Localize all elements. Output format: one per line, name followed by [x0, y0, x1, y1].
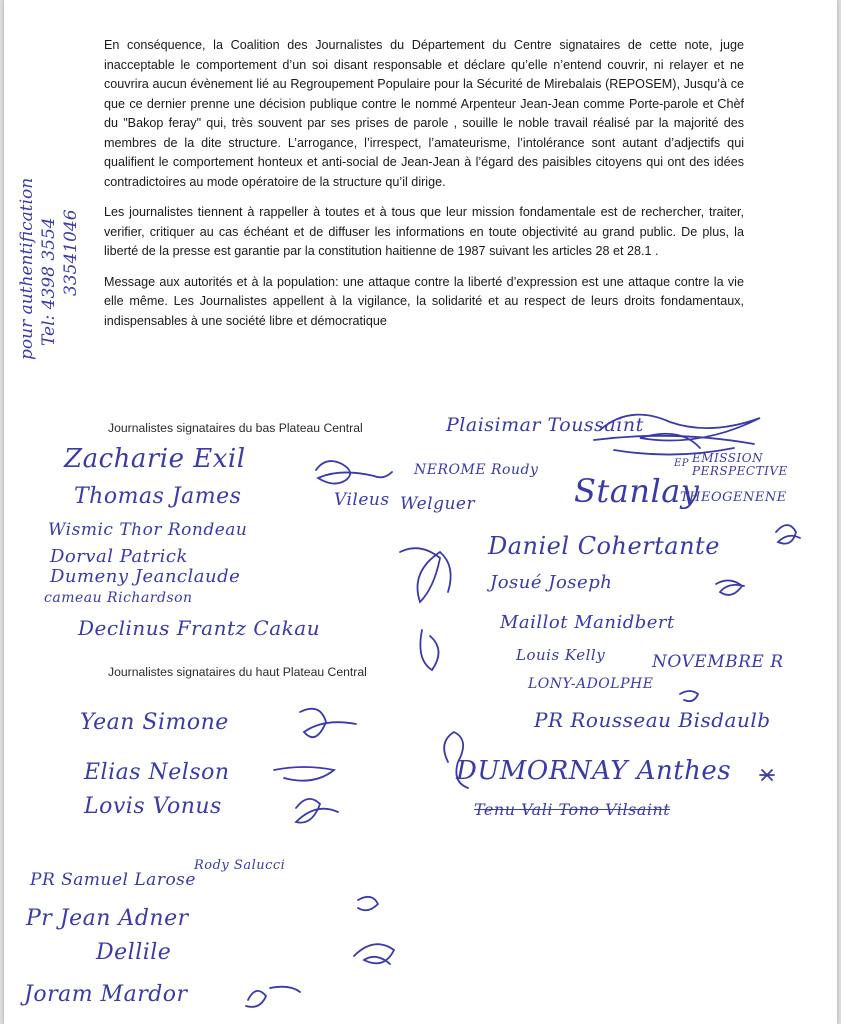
- signature-22: Yean Simone: [80, 710, 229, 735]
- signature-9: Plaisimar Toussaint: [446, 414, 644, 436]
- signature-6: Dumeny Jeanclaude: [50, 566, 241, 587]
- signature-24: Lovis Vonus: [84, 794, 222, 819]
- authentication-note-line2: Tel: 4398 3554: [39, 217, 59, 346]
- signature-21: LONY-ADOLPHE: [528, 676, 654, 692]
- signature-23: Elias Nelson: [84, 760, 230, 785]
- signature-16: Daniel Cohertante: [488, 532, 720, 560]
- signature-1: Zacharie Exil: [64, 444, 246, 474]
- authentication-note-line1: pour authentification: [17, 177, 37, 360]
- signature-3: Vileus: [334, 490, 390, 510]
- signature-13: Stanlay: [574, 472, 700, 510]
- signature-11: EMISSION PERSPECTIVE: [692, 451, 788, 478]
- paragraph-3: Message aux autorités et à la population: une attaque contre la liberté d’expression est une attaque contre la vie elle même. Les Journalistes appellent à la vigilance, la solidarité et au respect de leurs droits fondamentaux, indispensables à une société libre et démocratique: [104, 274, 744, 328]
- signature-32: Joram Mardor: [24, 982, 188, 1007]
- signature-5: Dorval Patrick: [50, 546, 188, 567]
- signature-17: Josué Joseph: [490, 572, 613, 593]
- document-page: [4, 0, 837, 1024]
- signature-14: EP: [674, 458, 690, 469]
- signature-10: NEROME Roudy: [414, 462, 539, 478]
- signature-25: PR Rousseau Bisdaulb: [534, 708, 771, 732]
- signature-30: Pr Jean Adner: [26, 906, 189, 931]
- paragraph-2: Les journalistes tiennent à rappeller à toutes et à tous que leur mission fondamentale est de rechercher, traiter, verifier, critiquer au cas échéant et de diffuser les informations en toute objectivité au grand public. De plus, la liberté de la presse est garantie par la constitution haitienne de 1987 suivant les articles 28 et 28.1 .: [104, 205, 744, 258]
- authentication-note-line3: 33541046: [61, 209, 81, 296]
- signature-28: PR Samuel Larose: [30, 870, 196, 890]
- signature-29: Rody Salucci: [194, 858, 286, 873]
- signature-4: Wismic Thor Rondeau: [48, 520, 248, 540]
- signature-12: Welguer: [400, 494, 476, 514]
- signature-15: THEOGENENE: [680, 490, 787, 505]
- signature-18: Maillot Manidbert: [500, 612, 675, 633]
- signature-20: NOVEMBRE R: [652, 652, 784, 672]
- signature-2: Thomas James: [74, 484, 242, 509]
- signature-26: DUMORNAY Anthes: [456, 756, 732, 786]
- signature-27: Tenu Vali Tono Vilsaint: [474, 800, 671, 819]
- heading-haut-plateau: Journalistes signataires du haut Plateau Central: [108, 665, 367, 679]
- signature-7: cameau Richardson: [44, 590, 193, 606]
- signature-8: Declinus Frantz Cakau: [78, 616, 321, 640]
- paragraph-1: En conséquence, la Coalition des Journalistes du Département du Centre signataires de cette note, juge inacceptable le comportement d’un soi disant responsable et déclare qu’elle n’entend couvrir, ni relayer et ne couvrira aucun évènement lié au Regroupement Populaire pour la Sécurité de Mirebalais (REPOSEM), Jusqu’à ce que ce dernier prenne une décision publique contre le nommé Arpenteur Jean-Jean comme Porte-parole et Chèf du "Bakop feray" qui, très souvent par ses prises de parole , souille le noble travail réalisé par la majorité des membres de la dite structure. L’arrogance, l’irrespect, l’amateurisme, l’intolérance sont autant d’adjectifs qui qualifient le comportement honteux et anti-social de Jean-Jean à l’égard des paisibles citoyens qui ont des idées contradictoires au mode opératoire de la structure qu’il dirige.: [104, 38, 744, 189]
- signature-19: Louis Kelly: [516, 646, 606, 664]
- heading-bas-plateau: Journalistes signataires du bas Plateau Central: [108, 421, 363, 435]
- signature-31: Dellile: [96, 940, 172, 965]
